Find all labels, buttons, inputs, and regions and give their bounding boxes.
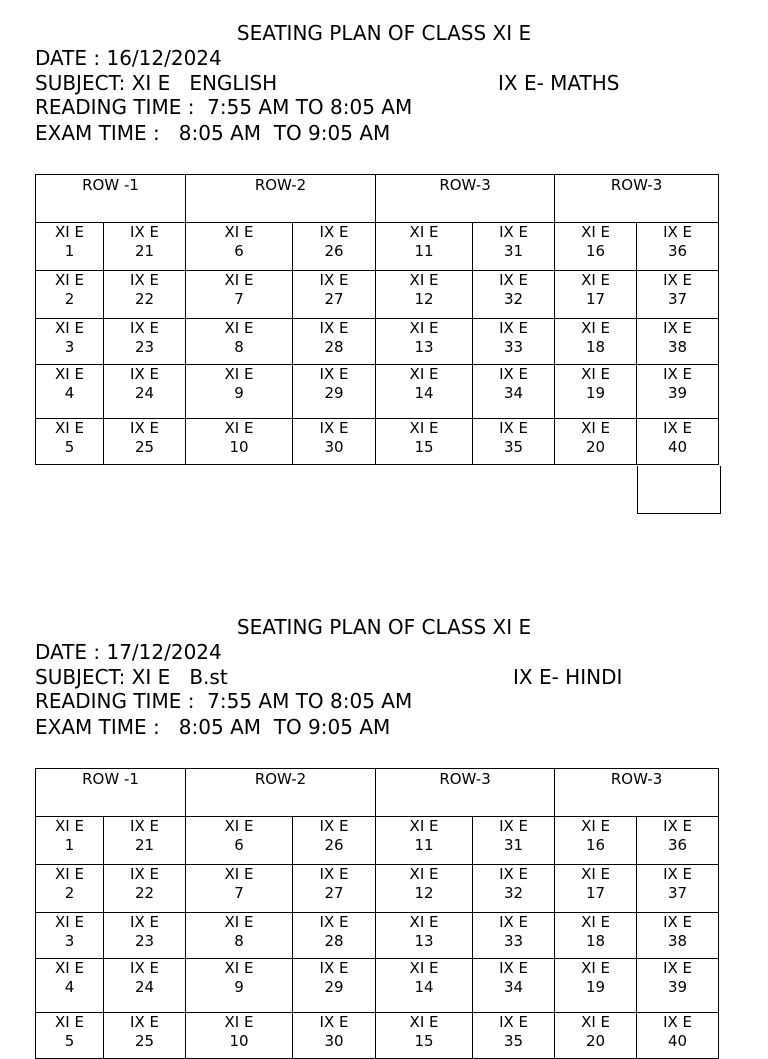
seat-roll-number: 6 — [234, 242, 244, 260]
seat-class: IX E — [319, 959, 349, 977]
seat-roll-number: 2 — [64, 884, 75, 902]
seat-roll-number: 21 — [134, 836, 155, 854]
seat-roll-number: 23 — [134, 338, 155, 356]
seat-class: XI E — [224, 319, 254, 337]
seat-cell — [36, 365, 104, 419]
seat-cell — [293, 419, 376, 465]
seat-class: XI E — [409, 419, 439, 437]
seat-class: IX E — [319, 271, 349, 289]
seat-class: XI E — [581, 223, 611, 241]
seat-class: XI E — [581, 817, 611, 835]
seat-class: IX E — [499, 223, 529, 241]
seat-roll-number: 33 — [503, 338, 524, 356]
seat-roll-number: 30 — [324, 1032, 344, 1050]
seat-cell — [186, 959, 293, 1013]
seat-class: IX E — [499, 959, 529, 977]
plan-title: SEATING PLAN OF CLASS XI E — [236, 21, 532, 45]
seat-cell — [293, 271, 376, 319]
seat-roll-number: 14 — [414, 384, 434, 402]
seat-class: IX E — [499, 365, 529, 383]
seat-roll-number: 34 — [503, 384, 524, 402]
seat-cell — [293, 865, 376, 913]
seat-roll-number: 15 — [414, 438, 434, 456]
seat-roll-number: 5 — [64, 1032, 75, 1050]
seat-roll-number: 5 — [64, 438, 75, 456]
seat-cell — [104, 817, 186, 865]
seat-roll-number: 17 — [586, 290, 606, 308]
seat-class: IX E — [319, 865, 349, 883]
seat-class: XI E — [409, 365, 439, 383]
seat-roll-number: 15 — [414, 1032, 434, 1050]
seat-cell — [555, 913, 637, 959]
seat-cell — [293, 959, 376, 1013]
seat-class: IX E — [130, 865, 159, 883]
seat-roll-number: 40 — [668, 438, 688, 456]
seat-roll-number: 34 — [503, 978, 524, 996]
seat-class: IX E — [130, 817, 159, 835]
seat-roll-number: 20 — [586, 438, 606, 456]
seat-cell — [36, 865, 104, 913]
seat-roll-number: 22 — [134, 884, 155, 902]
seat-class: IX E — [663, 1013, 693, 1031]
seat-roll-number: 27 — [324, 290, 344, 308]
seat-cell — [36, 271, 104, 319]
seat-roll-number: 37 — [668, 290, 688, 308]
seat-cell — [186, 913, 293, 959]
seat-class: XI E — [409, 865, 439, 883]
seat-roll-number: 3 — [64, 932, 75, 950]
seat-cell — [36, 817, 104, 865]
seat-class: IX E — [130, 365, 159, 383]
reading-time: READING TIME : 7:55 AM TO 8:05 AM — [35, 689, 413, 713]
seat-cell — [637, 223, 719, 271]
seat-class: IX E — [499, 419, 529, 437]
seat-roll-number: 23 — [134, 932, 155, 950]
seat-cell — [293, 319, 376, 365]
seat-class: XI E — [409, 271, 439, 289]
seat-cell — [293, 365, 376, 419]
seat-class: IX E — [663, 817, 693, 835]
seat-roll-number: 37 — [668, 884, 688, 902]
seat-cell — [555, 419, 637, 465]
seat-roll-number: 16 — [586, 242, 606, 260]
seat-class: XI E — [224, 271, 254, 289]
seat-cell — [555, 865, 637, 913]
seat-roll-number: 12 — [414, 290, 434, 308]
seat-cell — [376, 865, 473, 913]
seat-class: IX E — [130, 419, 159, 437]
seat-class: XI E — [581, 865, 611, 883]
seat-cell — [36, 959, 104, 1013]
seat-cell — [637, 865, 719, 913]
seat-roll-number: 13 — [414, 338, 434, 356]
seat-class: IX E — [130, 223, 159, 241]
seat-cell — [186, 223, 293, 271]
row-group-header: ROW-2 — [186, 769, 376, 817]
seat-roll-number: 18 — [586, 932, 606, 950]
seat-cell — [104, 271, 186, 319]
seat-roll-number: 35 — [503, 1032, 524, 1050]
row-group-header: ROW-2 — [186, 175, 376, 223]
seat-roll-number: 25 — [134, 1032, 155, 1050]
seat-cell — [473, 419, 555, 465]
seat-row — [36, 913, 719, 959]
seat-cell — [555, 271, 637, 319]
seat-class: XI E — [55, 865, 84, 883]
seat-roll-number: 27 — [324, 884, 344, 902]
seat-roll-number: 24 — [134, 384, 155, 402]
seat-row — [36, 865, 719, 913]
seating-table — [35, 174, 719, 465]
seat-class: XI E — [409, 913, 439, 931]
seat-roll-number: 6 — [234, 836, 244, 854]
seat-roll-number: 36 — [668, 242, 688, 260]
seat-roll-number: 20 — [586, 1032, 606, 1050]
seat-roll-number: 13 — [414, 932, 434, 950]
seat-cell — [473, 319, 555, 365]
seat-class: XI E — [55, 419, 84, 437]
seat-class: XI E — [409, 1013, 439, 1031]
seat-cell — [376, 959, 473, 1013]
seat-class: XI E — [581, 419, 611, 437]
seat-class: IX E — [499, 1013, 529, 1031]
seat-roll-number: 29 — [324, 384, 344, 402]
seat-roll-number: 9 — [234, 978, 244, 996]
seat-cell — [473, 223, 555, 271]
seat-roll-number: 11 — [414, 836, 434, 854]
seat-class: IX E — [319, 365, 349, 383]
seat-cell — [376, 223, 473, 271]
seat-cell — [637, 419, 719, 465]
seat-cell — [376, 319, 473, 365]
seat-roll-number: 38 — [668, 932, 688, 950]
seat-class: XI E — [55, 1013, 84, 1031]
seat-cell — [186, 271, 293, 319]
seat-cell — [186, 419, 293, 465]
seat-class: IX E — [130, 959, 159, 977]
seat-roll-number: 4 — [64, 384, 75, 402]
seat-roll-number: 1 — [64, 836, 75, 854]
seat-cell — [473, 1013, 555, 1059]
seat-class: XI E — [224, 913, 254, 931]
seat-class: IX E — [130, 913, 159, 931]
seat-cell — [473, 271, 555, 319]
row-group-header: ROW -1 — [36, 175, 186, 223]
seat-roll-number: 19 — [586, 978, 606, 996]
seat-class: XI E — [409, 223, 439, 241]
seat-class: IX E — [663, 365, 693, 383]
seat-class: IX E — [319, 1013, 349, 1031]
seat-roll-number: 38 — [668, 338, 688, 356]
seat-roll-number: 8 — [234, 338, 244, 356]
plan-title: SEATING PLAN OF CLASS XI E — [236, 615, 532, 639]
seat-cell — [104, 1013, 186, 1059]
exam-time: EXAM TIME : 8:05 AM TO 9:05 AM — [35, 715, 391, 739]
seat-class: IX E — [663, 419, 693, 437]
seat-class: IX E — [130, 1013, 159, 1031]
seat-cell — [104, 865, 186, 913]
seat-class: IX E — [499, 817, 529, 835]
seat-roll-number: 24 — [134, 978, 155, 996]
seat-cell — [637, 817, 719, 865]
seat-class: XI E — [581, 959, 611, 977]
seat-class: IX E — [663, 913, 693, 931]
seat-roll-number: 29 — [324, 978, 344, 996]
seat-cell — [473, 959, 555, 1013]
seat-cell — [473, 365, 555, 419]
seat-row — [36, 223, 719, 271]
seat-roll-number: 14 — [414, 978, 434, 996]
row-group-header: ROW-3 — [555, 769, 719, 817]
seat-cell — [555, 959, 637, 1013]
seat-class: XI E — [55, 913, 84, 931]
seat-class: XI E — [224, 817, 254, 835]
seat-cell — [376, 913, 473, 959]
seat-class: IX E — [499, 271, 529, 289]
seat-cell — [36, 1013, 104, 1059]
seat-roll-number: 28 — [324, 338, 344, 356]
seat-cell — [104, 959, 186, 1013]
row-group-header: ROW-3 — [376, 769, 555, 817]
seat-cell — [473, 865, 555, 913]
seat-cell — [36, 223, 104, 271]
seat-cell — [637, 365, 719, 419]
row-group-header: ROW-3 — [376, 175, 555, 223]
seat-cell — [376, 271, 473, 319]
seat-class: XI E — [55, 817, 84, 835]
seat-roll-number: 33 — [503, 932, 524, 950]
seat-cell — [376, 1013, 473, 1059]
seat-class: IX E — [319, 817, 349, 835]
seat-cell — [186, 817, 293, 865]
seat-cell — [376, 817, 473, 865]
seat-cell — [186, 365, 293, 419]
seat-roll-number: 36 — [668, 836, 688, 854]
seat-cell — [637, 319, 719, 365]
seat-class: XI E — [55, 959, 84, 977]
seat-class: XI E — [581, 319, 611, 337]
seat-cell — [473, 913, 555, 959]
seat-roll-number: 18 — [586, 338, 606, 356]
seat-roll-number: 31 — [503, 242, 524, 260]
seat-cell — [293, 817, 376, 865]
seat-class: XI E — [409, 959, 439, 977]
seat-roll-number: 26 — [324, 836, 344, 854]
seat-roll-number: 9 — [234, 384, 244, 402]
exam-date: DATE : 16/12/2024 — [35, 46, 222, 70]
seat-class: XI E — [55, 223, 84, 241]
seat-class: IX E — [499, 319, 529, 337]
seat-row — [36, 271, 719, 319]
seat-class: XI E — [409, 319, 439, 337]
seat-roll-number: 39 — [668, 384, 688, 402]
seat-roll-number: 35 — [503, 438, 524, 456]
seating-table — [35, 768, 719, 1059]
seat-roll-number: 10 — [229, 1032, 249, 1050]
seat-cell — [36, 419, 104, 465]
seat-cell — [376, 365, 473, 419]
seat-class: IX E — [663, 865, 693, 883]
subject-line: SUBJECT: XI E B.st — [35, 665, 228, 689]
seat-cell — [637, 959, 719, 1013]
seat-cell — [555, 319, 637, 365]
seat-class: IX E — [130, 319, 159, 337]
seat-roll-number: 25 — [134, 438, 155, 456]
seat-roll-number: 12 — [414, 884, 434, 902]
seat-cell — [555, 365, 637, 419]
seat-cell — [36, 319, 104, 365]
seat-roll-number: 19 — [586, 384, 606, 402]
seat-cell — [104, 913, 186, 959]
row-group-header: ROW-3 — [555, 175, 719, 223]
seat-cell — [104, 419, 186, 465]
seat-cell — [104, 319, 186, 365]
seat-class: IX E — [663, 959, 693, 977]
seat-class: XI E — [224, 865, 254, 883]
seat-cell — [104, 223, 186, 271]
seat-roll-number: 7 — [234, 884, 244, 902]
seat-class: XI E — [224, 959, 254, 977]
seat-cell — [186, 319, 293, 365]
seat-roll-number: 32 — [503, 290, 524, 308]
empty-extra-cell — [637, 466, 721, 514]
seat-cell — [555, 223, 637, 271]
seat-row — [36, 1013, 719, 1059]
row-group-header: ROW -1 — [36, 769, 186, 817]
seat-class: IX E — [130, 271, 159, 289]
seat-class: XI E — [224, 419, 254, 437]
seat-roll-number: 1 — [64, 242, 75, 260]
seat-class: XI E — [55, 319, 84, 337]
seat-class: XI E — [55, 365, 84, 383]
exam-date: DATE : 17/12/2024 — [35, 640, 222, 664]
seat-cell — [36, 913, 104, 959]
seat-roll-number: 17 — [586, 884, 606, 902]
seat-class: XI E — [581, 365, 611, 383]
seat-class: IX E — [499, 865, 529, 883]
seat-roll-number: 8 — [234, 932, 244, 950]
seat-roll-number: 3 — [64, 338, 75, 356]
seat-class: XI E — [224, 223, 254, 241]
seat-class: IX E — [663, 271, 693, 289]
seat-cell — [293, 913, 376, 959]
seat-cell — [293, 223, 376, 271]
seat-roll-number: 16 — [586, 836, 606, 854]
seat-roll-number: 21 — [134, 242, 155, 260]
seat-row — [36, 319, 719, 365]
seat-roll-number: 30 — [324, 438, 344, 456]
seat-class: XI E — [224, 365, 254, 383]
seat-cell — [555, 1013, 637, 1059]
seat-roll-number: 10 — [229, 438, 249, 456]
reading-time: READING TIME : 7:55 AM TO 8:05 AM — [35, 95, 413, 119]
seat-cell — [637, 1013, 719, 1059]
seat-class: IX E — [663, 223, 693, 241]
seat-roll-number: 32 — [503, 884, 524, 902]
seat-cell — [186, 865, 293, 913]
seat-class: IX E — [319, 223, 349, 241]
seat-roll-number: 39 — [668, 978, 688, 996]
seat-roll-number: 26 — [324, 242, 344, 260]
seat-cell — [637, 913, 719, 959]
seat-class: IX E — [499, 913, 529, 931]
seat-class: XI E — [55, 271, 84, 289]
seat-class: IX E — [319, 319, 349, 337]
subject-line: SUBJECT: XI E ENGLISH — [35, 71, 278, 95]
exam-time: EXAM TIME : 8:05 AM TO 9:05 AM — [35, 121, 391, 145]
seat-class: XI E — [581, 271, 611, 289]
seat-roll-number: 4 — [64, 978, 75, 996]
seat-row — [36, 419, 719, 465]
seat-cell — [376, 419, 473, 465]
seat-roll-number: 7 — [234, 290, 244, 308]
seat-class: XI E — [581, 913, 611, 931]
seat-row — [36, 365, 719, 419]
seat-class: XI E — [581, 1013, 611, 1031]
seat-cell — [186, 1013, 293, 1059]
seat-roll-number: 28 — [324, 932, 344, 950]
seat-class: IX E — [319, 913, 349, 931]
seat-cell — [293, 1013, 376, 1059]
seat-roll-number: 31 — [503, 836, 524, 854]
subject-right: IX E- HINDI — [513, 665, 623, 689]
seat-class: XI E — [409, 817, 439, 835]
seat-roll-number: 2 — [64, 290, 75, 308]
seat-roll-number: 22 — [134, 290, 155, 308]
seat-class: XI E — [224, 1013, 254, 1031]
subject-right: IX E- MATHS — [498, 71, 620, 95]
seat-roll-number: 40 — [668, 1032, 688, 1050]
seat-row — [36, 817, 719, 865]
seat-cell — [473, 817, 555, 865]
seat-cell — [104, 365, 186, 419]
seat-class: IX E — [319, 419, 349, 437]
seat-roll-number: 11 — [414, 242, 434, 260]
seat-cell — [637, 271, 719, 319]
seat-cell — [555, 817, 637, 865]
seat-class: IX E — [663, 319, 693, 337]
seat-row — [36, 959, 719, 1013]
